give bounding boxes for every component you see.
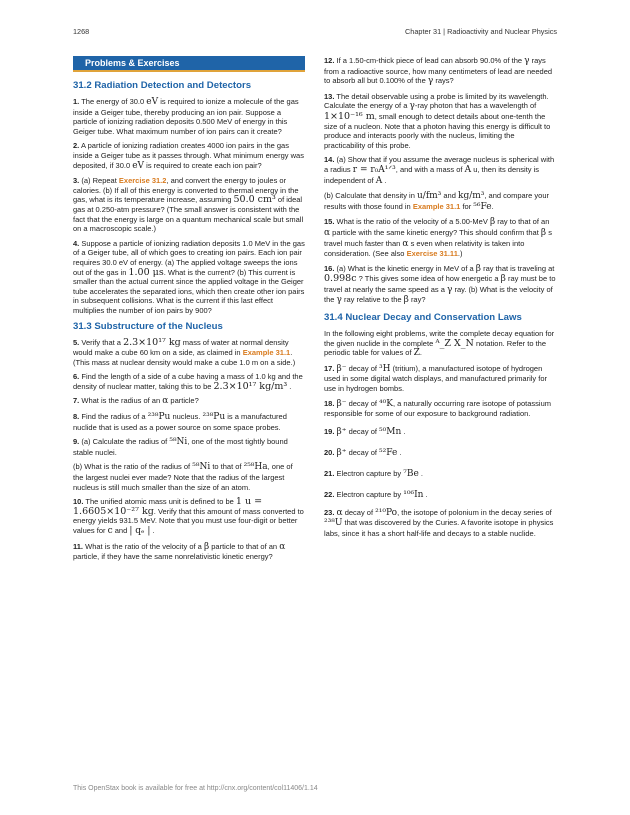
heading-31-2: 31.2 Radiation Detection and Detectors: [73, 80, 252, 91]
exercise-9: 9. (a) Calculate the radius of ⁵⁸Ni, one of the most tightly bound stable nuclei.: [73, 437, 288, 457]
exercise-14b: (b) Calculate that density in u/fm³ and kg/m³, and compare your results with those found in Example 31.1 for ⁵⁶Fe.: [324, 191, 550, 212]
right-column: [324, 56, 556, 544]
exercise-17: 17. β⁻ decay of ³H (tritium), a manufactured isotope of hydrogen used in some digital watch displays, and manufactured primarily for use in hydrogen bombs.: [324, 363, 548, 394]
exercise-14: 14. (a) Show that if you assume the average nucleus is spherical with a radius r = r₀A¹ᐟ³, and with a mass of A u, then its density is independent of A .: [324, 155, 555, 186]
decay-intro: In the following eight problems, write the complete decay equation for the given nuclide in the complete ᴬ_Z X_N notation. Refer to the periodic table for values of Z.: [324, 329, 555, 359]
example-link[interactable]: Example 31.1: [242, 348, 291, 358]
exercise-13: 13. The detail observable using a probe is limited by its wavelength. Calculate the energy of a γ-ray photon that has a wavelength of 1×10⁻¹⁶ m, small enough to detect details about one-tenth the size of a nucleon. Note that a photon having this energy is difficult to produce and interacts poorly with the nucleus, limiting the practicability of this probe.: [324, 91, 551, 150]
exercise-5: 5. Verify that a 2.3×10¹⁷ kg mass of water at normal density would make a cube 60 km on a side, as claimed in Example 31.1. (This mass at nuclear density would make a cube 1.0 m on a side.): [73, 337, 296, 367]
section-heading: Problems & Exercises: [73, 56, 305, 72]
exercise-10: 10. The unified atomic mass unit is defined to be 1 u = 1.6605×10⁻²⁷ kg. Verify that this amount of mass converted to energy yields 931.5 MeV. Note that you must use four-digit or better values for c and | qₑ | .: [73, 496, 304, 536]
exercise-11: 11. What is the ratio of the velocity of a β particle to that of an α particle, if they have the same nonrelativistic kinetic energy?: [73, 541, 286, 562]
exercise-6: 6. Find the length of a side of a cube having a mass of 1.0 kg and the density of nuclear matter, taking this to be 2.3×10¹⁷ kg/m³ .: [73, 372, 303, 392]
footer-note: This OpenStax book is available for free at http://cnx.org/content/col11406/1.14: [73, 785, 318, 792]
exercise-8: 8. Find the radius of a ²³⁸Pu nucleus. ²³⁸Pu is a manufactured nuclide that is used as a power source on some space probes.: [73, 412, 287, 432]
exercise-16: 16. (a) What is the kinetic energy in MeV of a β ray that is traveling at 0.998c ? This gives some idea of how energetic a β ray must be to travel at nearly the same speed as a γ ray. (b) What is the velocity of the γ ray relative to the β ray?: [324, 263, 556, 306]
heading-31-4: 31.4 Nuclear Decay and Conservation Laws: [324, 312, 522, 324]
exercise-7: 7. What is the radius of an α particle?: [73, 396, 199, 407]
exercise-15: 15. What is the ratio of the velocity of a 5.00-MeV β ray to that of an α particle with the same kinetic energy? This should confirm that β s travel much faster than α s even when relativity is taken into consideration. (See also Exercise 31.11.): [324, 217, 552, 259]
exercise-4: 4. Suppose a particle of ionizing radiation deposits 1.0 MeV in the gas of a Geiger tube, all of which goes to creating ion pairs. Each ion pair requires 30.0 eV of energy. (a) The applied voltage sweeps the ions out of the gas in 1.00 μs. What is the current? (b) This current is smaller than the actual current since the applied voltage in the Geiger tube accelerates the separated ions, which then create other ion pairs in subsequent collisions. What is the current if this last effect multiplies the number of ion pairs by 900?: [73, 238, 305, 315]
exercise-20: 20. β⁺ decay of ⁵²Fe .: [324, 447, 402, 458]
left-column: [73, 56, 305, 567]
exercise-link[interactable]: Exercise 31.2: [118, 176, 167, 186]
exercise-21: 21. Electron capture by ⁷Be .: [324, 468, 423, 479]
exercise-19: 19. β⁺ decay of ⁵⁰Mn .: [324, 426, 406, 437]
heading-31-3: 31.3 Substructure of the Nucleus: [73, 321, 223, 333]
exercise-23: 23. α decay of ²¹⁰Po, the isotope of polonium in the decay series of ²³⁸U that was discovered by the Curies. A favorite isotope in physics labs, since it has a short half-life and decays to a stable nuclide.: [324, 507, 554, 538]
exercise-12: 12. If a 1.50-cm-thick piece of lead can absorb 90.0% of the γ rays from a radioactive source, how many centimeters of lead are needed to absorb all but 0.100% of the γ rays?: [324, 56, 553, 87]
exercise-9b: (b) What is the ratio of the radius of ⁵⁸Ni to that of ²⁵⁸Ha, one of the largest nuclei ever made? Note that the radius of the largest nucleus is still much smaller than the size of an atom.: [73, 462, 293, 492]
exercise-18: 18. β⁻ decay of ⁴⁰K, a naturally occurring rare isotope of potassium responsible for some of our exposure to background radiation.: [324, 398, 551, 419]
page-header: [0, 27, 630, 39]
exercise-1: 1. The energy of 30.0 eV is required to ionize a molecule of the gas inside a Geiger tube, thereby producing an ion pair. Suppose a particle of ionizing radiation deposits 0.500 MeV of energy in this Geiger tube. What maximum number of ion pairs can it create?: [73, 97, 299, 136]
chapter-title: Chapter 31 | Radioactivity and Nuclear Physics: [405, 27, 557, 36]
example-link[interactable]: Example 31.1: [412, 201, 461, 211]
exercise-22: 22. Electron capture by ¹⁰⁶In .: [324, 489, 428, 500]
exercise-3: 3. (a) Repeat Exercise 31.2, and convert the energy to joules or calories. (b) If all of this energy is converted to thermal energy in the gas, what is its temperature increase, assuming 50.0 cm³ of ideal gas at 0.250-atm pressure? (The small answer is consistent with the fact that the energy is large on a quantum mechanical scale but small on a macroscopic scale.): [73, 176, 304, 234]
page-number: 1268: [73, 27, 90, 36]
exercise-2: 2. A particle of ionizing radiation creates 4000 ion pairs in the gas inside a Geiger tube as it passes through. What minimum energy was deposited, if 30.0 eV is required to create each ion pair?: [73, 141, 304, 171]
exercise-link[interactable]: Exercise 31.11: [406, 249, 458, 259]
